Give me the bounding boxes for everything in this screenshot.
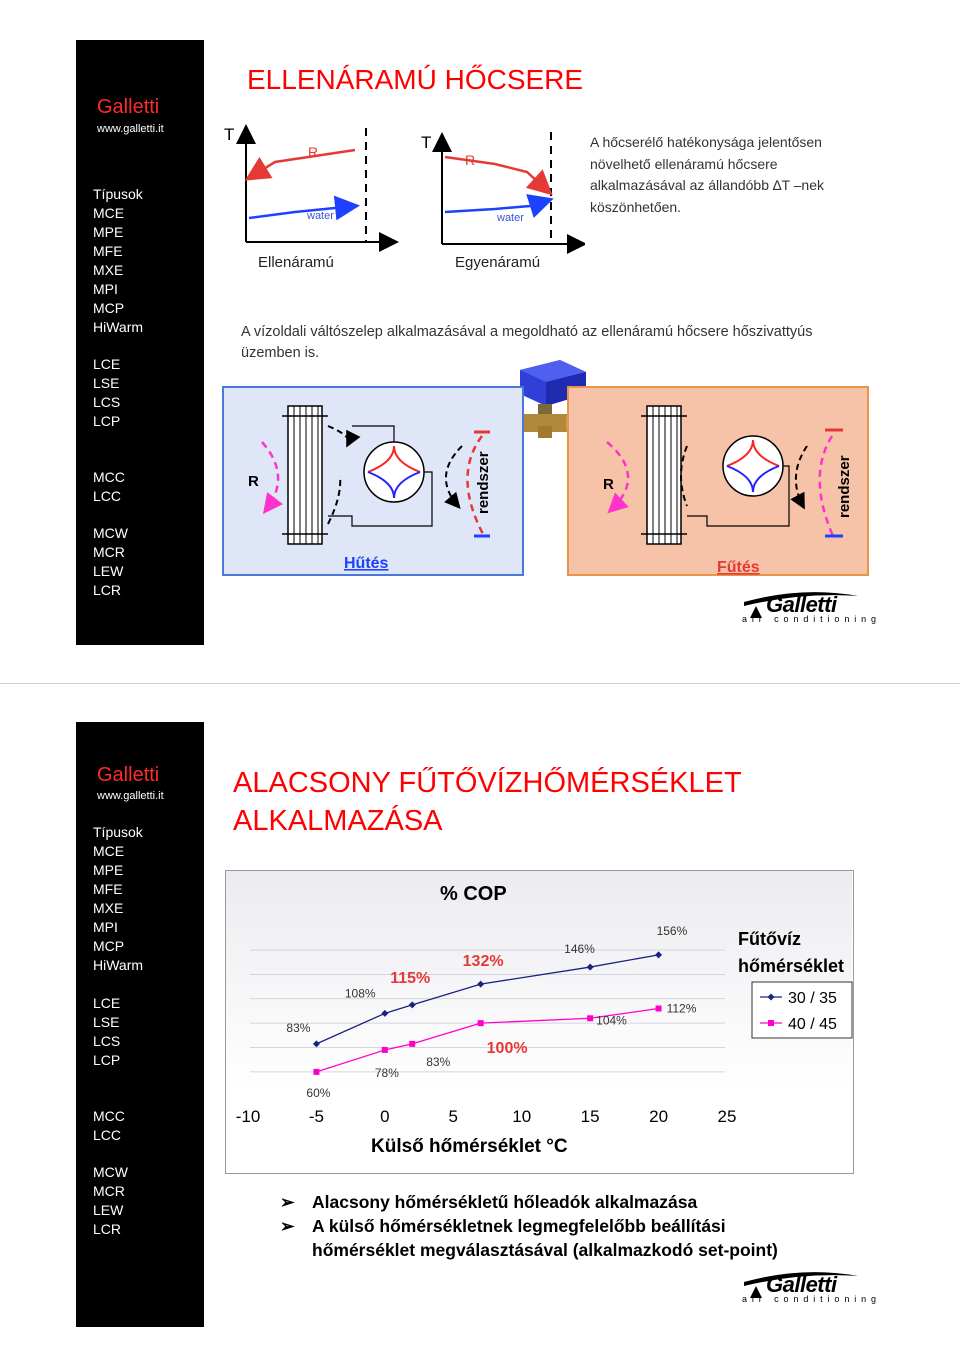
sidebar-item-hiwarm[interactable]: HiWarm: [93, 957, 144, 973]
data-label: 104%: [596, 1013, 627, 1028]
r-label: R: [603, 476, 614, 493]
sidebar-item-mpe[interactable]: MPE: [93, 224, 124, 240]
sidebar-2: [76, 722, 204, 1327]
sidebar-item-típusok[interactable]: Típusok: [93, 186, 143, 202]
data-label: 146%: [564, 942, 595, 957]
data-point: [656, 1006, 662, 1012]
cop-chart: [225, 870, 853, 1174]
title-line: ALKALMAZÁSA: [233, 805, 443, 837]
sidebar-item-lcr[interactable]: LCR: [93, 582, 122, 598]
r-label-left: R: [308, 144, 319, 160]
data-label: 83%: [426, 1054, 451, 1069]
legend-label: 30 / 35: [788, 990, 837, 1007]
brand-url[interactable]: www.galletti.it: [97, 790, 164, 802]
sidebar-item-lew[interactable]: LEW: [93, 563, 124, 579]
sidebar-1: [76, 40, 204, 645]
cooling-diagram: [222, 386, 524, 576]
x-tick-label: 20: [649, 1107, 669, 1126]
sidebar-item-lcs[interactable]: LCS: [93, 394, 121, 410]
legend-title-line: Fűtővíz: [738, 929, 801, 949]
sidebar-item-lcr[interactable]: LCR: [93, 1221, 122, 1237]
x-tick-label: 15: [580, 1107, 600, 1126]
sidebar-item-mcw[interactable]: MCW: [93, 1164, 128, 1180]
data-label: 112%: [666, 1001, 697, 1016]
chart-background: [226, 871, 852, 1091]
cooling-caption: Hűtés: [344, 555, 389, 572]
sidebar-item-mce[interactable]: MCE: [93, 205, 125, 221]
legend-marker: [768, 1020, 774, 1026]
sidebar-item-mce[interactable]: MCE: [93, 843, 125, 859]
sidebar-item-mfe[interactable]: MFE: [93, 243, 123, 259]
sidebar-item-lcc[interactable]: LCC: [93, 488, 122, 504]
sidebar-item-lse[interactable]: LSE: [93, 1014, 120, 1030]
x-tick-label: 25: [717, 1107, 737, 1126]
bullet-list: [280, 1190, 778, 1262]
sidebar-item-mcp[interactable]: MCP: [93, 938, 125, 954]
efficiency-line: köszönhetően.: [590, 198, 682, 215]
sidebar-item-lcs[interactable]: LCS: [93, 1033, 121, 1049]
sidebar-item-mxe[interactable]: MXE: [93, 262, 124, 278]
sidebar-item-mcc[interactable]: MCC: [93, 469, 125, 485]
heating-caption: Fűtés: [717, 559, 760, 576]
sidebar-item-mpi[interactable]: MPI: [93, 919, 118, 935]
logo-tagline: a i r c o n d i t i o n i n g: [742, 1294, 878, 1304]
x-tick-label: -5: [308, 1107, 324, 1126]
sidebar-item-mcr[interactable]: MCR: [93, 544, 125, 560]
sidebar-item-mcw[interactable]: MCW: [93, 525, 128, 541]
water-label-left: water: [307, 210, 334, 222]
brand-url[interactable]: www.galletti.it: [97, 123, 164, 135]
sidebar-item-mpe[interactable]: MPE: [93, 862, 124, 878]
brand-logo[interactable]: Galletti: [97, 764, 160, 786]
bullet-item: [280, 1214, 778, 1238]
slide-title: [233, 764, 742, 840]
data-label: 132%: [462, 953, 504, 971]
efficiency-text: [590, 132, 824, 218]
sidebar-item-mcp[interactable]: MCP: [93, 300, 125, 316]
r-label: R: [248, 473, 259, 490]
data-point: [587, 1015, 593, 1021]
page-separator: [0, 683, 960, 684]
data-label: 156%: [656, 923, 688, 938]
bullet-item: [280, 1190, 778, 1214]
sidebar-item-mcc[interactable]: MCC: [93, 1108, 125, 1124]
data-point: [313, 1069, 319, 1075]
efficiency-line: növelhető ellenáramú hőcsere: [590, 155, 778, 172]
data-label: 100%: [486, 1040, 528, 1058]
data-label: 78%: [374, 1065, 399, 1080]
data-point: [478, 1020, 484, 1026]
t-axis-label-2: T: [421, 133, 432, 152]
data-label: 115%: [390, 969, 431, 987]
sidebar-item-mpi[interactable]: MPI: [93, 281, 118, 297]
x-tick-label: 5: [448, 1107, 459, 1126]
x-tick-label: -10: [235, 1107, 261, 1126]
x-tick-label: 10: [512, 1107, 532, 1126]
bullet-item-continuation: [280, 1238, 778, 1262]
chart-title: % COP: [440, 883, 507, 905]
x-tick-label: 0: [380, 1107, 390, 1126]
sidebar-item-lse[interactable]: LSE: [93, 375, 120, 391]
sidebar-item-hiwarm[interactable]: HiWarm: [93, 319, 144, 335]
efficiency-line: A hőcserélő hatékonysága jelentősen: [590, 134, 822, 150]
logo-name: Galletti: [766, 1272, 837, 1297]
x-axis-label: Külső hőmérséklet °C: [371, 1136, 568, 1157]
data-point: [382, 1047, 388, 1053]
title-line: ALACSONY FŰTŐVÍZHŐMÉRSÉKLET: [233, 767, 742, 799]
sidebar-item-lcp[interactable]: LCP: [93, 1052, 121, 1068]
logo-tagline: a i r c o n d i t i o n i n g: [742, 614, 878, 624]
sidebar-item-mcr[interactable]: MCR: [93, 1183, 125, 1199]
valve-line: A vízoldali váltószelep alkalmazásával a megoldható az ellenáramú hőcsere hőszivattyús: [241, 324, 813, 340]
galletti-logo: [742, 588, 878, 626]
bullet-text: hőmérséklet megválasztásával (alkalmazkodó set-point): [312, 1240, 778, 1260]
logo-name: Galletti: [766, 592, 837, 617]
bullet-text: A külső hőmérsékletnek legmegfelelőbb beállítási: [312, 1216, 726, 1236]
bullet-arrow-icon: ➢: [280, 1216, 295, 1236]
sidebar-item-lew[interactable]: LEW: [93, 1202, 124, 1218]
caption-parallelflow: Egyenáramú: [455, 254, 541, 271]
sidebar-item-mxe[interactable]: MXE: [93, 900, 124, 916]
slide-title: ELLENÁRAMÚ HŐCSERE: [247, 64, 584, 95]
valve-line: üzemben is.: [241, 345, 320, 361]
data-point: [409, 1041, 415, 1047]
galletti-logo: [742, 1268, 878, 1306]
sidebar-item-lcp[interactable]: LCP: [93, 413, 121, 429]
sidebar-item-típusok[interactable]: Típusok: [93, 824, 143, 840]
sidebar-item-lce[interactable]: LCE: [93, 995, 121, 1011]
legend-label: 40 / 45: [788, 1016, 837, 1033]
data-label: 60%: [306, 1085, 331, 1100]
system-label: rendszer: [475, 451, 492, 514]
brand-logo[interactable]: Galletti: [97, 96, 160, 118]
sidebar-item-lce[interactable]: LCE: [93, 356, 121, 372]
caption-counterflow: Ellenáramú: [258, 254, 334, 271]
bullet-text: Alacsony hőmérsékletű hőleadók alkalmazása: [312, 1192, 698, 1212]
sidebar-item-lcc[interactable]: LCC: [93, 1127, 122, 1143]
data-label: 83%: [286, 1020, 311, 1035]
heating-diagram: [567, 386, 869, 576]
bullet-arrow-icon: ➢: [280, 1192, 295, 1212]
r-label-right: R: [465, 152, 476, 168]
water-label-right: water: [497, 212, 524, 224]
system-label: rendszer: [836, 455, 853, 518]
sidebar-item-mfe[interactable]: MFE: [93, 881, 123, 897]
efficiency-line: alkalmazásával az állandóbb ∆T –nek: [590, 177, 825, 193]
legend-title-line: hőmérséklet: [738, 956, 845, 976]
data-label: 108%: [344, 986, 376, 1001]
t-axis-label: T: [224, 125, 235, 144]
